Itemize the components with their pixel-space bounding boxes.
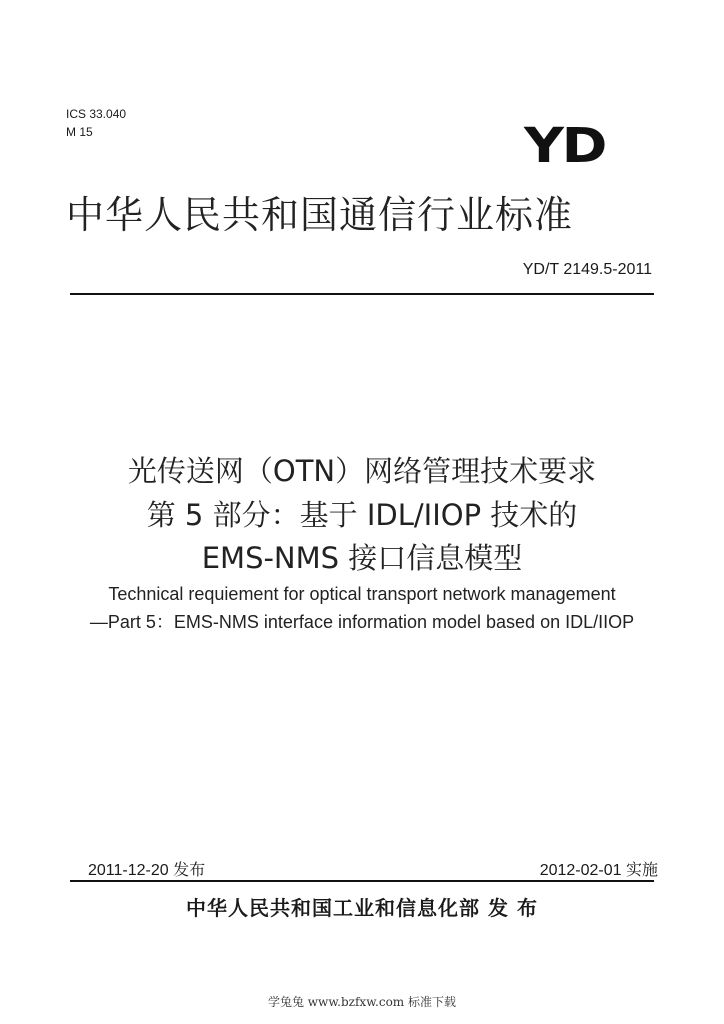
title-en-line1: Technical requiement for optical transport network management [108, 584, 616, 604]
ics-code: ICS 33.040 [66, 107, 127, 121]
standard-authority-title: 中华人民共和国通信行业标准 [66, 193, 574, 237]
yd-logo: YD [524, 118, 606, 174]
title-zh-line2: 第 5 部分：基于 IDL/IIOP 技术的 [146, 498, 578, 532]
watermark-text: 学兔兔 www.bzfxw.com 标准下载 [267, 995, 457, 1009]
implementation-date: 2012-02-01 实施 [539, 862, 658, 879]
title-en-line2: —Part 5：EMS-NMS interface information model based on IDL/IIOP [89, 612, 635, 632]
title-zh-line3: EMS-NMS 接口信息模型 [201, 541, 523, 575]
classification-code: M 15 [66, 125, 93, 139]
title-zh-line1: 光传送网（OTN）网络管理技术要求 [127, 454, 597, 488]
issuing-authority: 中华人民共和国工业和信息化部 发 布 [186, 896, 538, 920]
top-divider [70, 293, 654, 295]
bottom-divider [70, 880, 654, 882]
release-date: 2011-12-20 发布 [88, 862, 206, 879]
standard-number: YD/T 2149.5-2011 [522, 261, 652, 278]
